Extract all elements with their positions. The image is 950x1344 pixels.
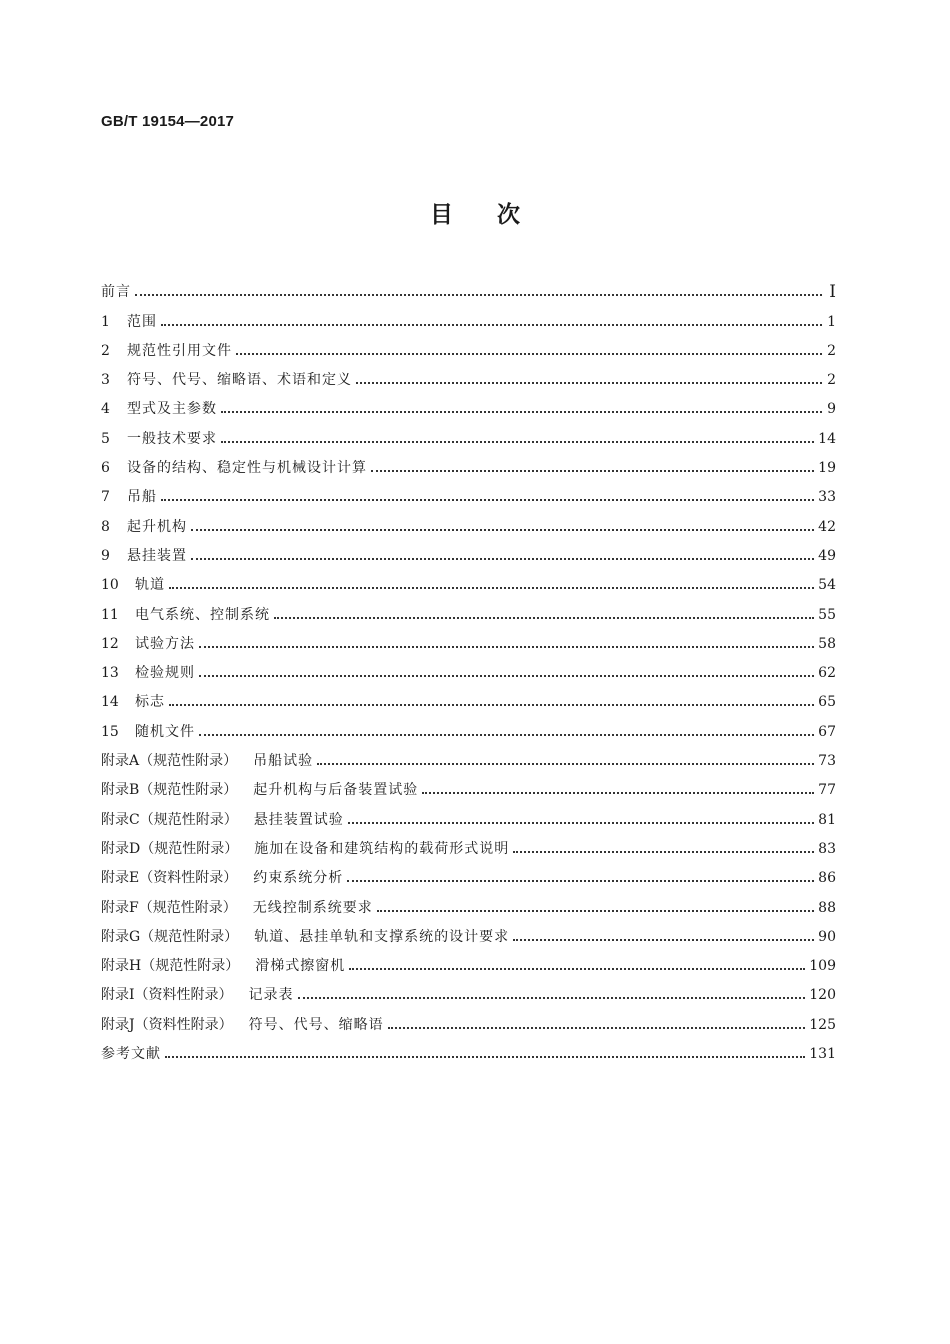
toc-entry-page: 9 xyxy=(827,401,836,418)
toc-entry-number: 10 xyxy=(101,577,119,594)
toc-entry-page: 19 xyxy=(818,460,836,477)
toc-entry-page: 62 xyxy=(818,665,836,682)
toc-entry-number: 15 xyxy=(101,723,119,740)
toc-entry-number: 6 xyxy=(101,460,110,477)
toc-entry-annex[interactable] xyxy=(101,829,836,858)
toc-entry-page: 125 xyxy=(809,1016,836,1033)
dot-leader xyxy=(388,1016,806,1034)
toc-entry-label: 一般技术要求 xyxy=(127,430,217,447)
toc-entry[interactable] xyxy=(101,624,836,653)
toc-entry[interactable] xyxy=(101,711,836,740)
toc-entry-page: 55 xyxy=(818,606,836,623)
toc-entry-label: 电气系统、控制系统 xyxy=(135,606,270,623)
dot-leader xyxy=(513,928,814,946)
toc-entry-page: 73 xyxy=(818,753,836,770)
dot-leader xyxy=(199,635,814,653)
toc-entry-label: 起升机构 xyxy=(127,518,187,535)
toc-entry-number: 8 xyxy=(101,518,110,535)
toc-entry-page: 1 xyxy=(827,313,836,330)
dot-leader xyxy=(161,488,814,506)
toc-entry-label: 无线控制系统要求 xyxy=(252,899,373,916)
toc-entry-page: 67 xyxy=(818,723,836,740)
dot-leader xyxy=(513,840,814,858)
toc-entry-page: 109 xyxy=(809,958,836,975)
toc-entry-number: 附录C（规范性附录） xyxy=(101,811,238,828)
toc-entry-label: 施加在设备和建筑结构的载荷形式说明 xyxy=(254,840,510,857)
dot-leader xyxy=(135,283,822,301)
toc-entry-number: 9 xyxy=(101,547,110,564)
toc-entry-annex[interactable] xyxy=(101,946,836,975)
toc-entry-page: 58 xyxy=(818,635,836,652)
toc-entry-page: 2 xyxy=(827,372,836,389)
toc-entry-label: 悬挂装置 xyxy=(127,547,187,564)
dot-leader xyxy=(221,430,814,448)
toc-entry-label: 约束系统分析 xyxy=(253,870,344,887)
toc-entry-number: 附录F（规范性附录） xyxy=(101,899,237,916)
toc-entry-page: 77 xyxy=(818,782,836,799)
dot-leader xyxy=(191,547,814,565)
dot-leader xyxy=(169,576,814,594)
toc-entry-label: 设备的结构、稳定性与机械设计计算 xyxy=(127,460,367,477)
toc-entry-label: 标志 xyxy=(135,694,165,711)
toc-entry-label: 轨道 xyxy=(135,577,165,594)
toc-entry[interactable] xyxy=(101,448,836,477)
toc-entry[interactable] xyxy=(101,1034,836,1063)
dot-leader xyxy=(199,723,814,741)
toc-entry-number: 附录G（规范性附录） xyxy=(101,928,239,945)
toc-entry-annex[interactable] xyxy=(101,1004,836,1033)
toc-entry-label: 起升机构与后备装置试验 xyxy=(253,782,419,799)
dot-leader xyxy=(348,811,814,829)
dot-leader xyxy=(317,752,814,770)
toc-entry-number: 3 xyxy=(101,372,110,389)
dot-leader xyxy=(274,606,814,624)
toc-entry-annex[interactable] xyxy=(101,887,836,916)
toc-entry-page: 88 xyxy=(818,899,836,916)
toc-entry[interactable] xyxy=(101,272,836,301)
toc-entry-label: 符号、代号、缩略语、术语和定义 xyxy=(127,372,352,389)
toc-entry-number: 13 xyxy=(101,665,119,682)
toc-entry[interactable] xyxy=(101,477,836,506)
toc-entry-annex[interactable] xyxy=(101,799,836,828)
toc-entry[interactable] xyxy=(101,360,836,389)
toc-entry-annex[interactable] xyxy=(101,741,836,770)
dot-leader xyxy=(199,664,814,682)
toc-entry[interactable] xyxy=(101,594,836,623)
toc-entry-label: 轨道、悬挂单轨和支撑系统的设计要求 xyxy=(254,928,510,945)
toc-entry-label: 滑梯式擦窗机 xyxy=(255,958,346,975)
toc-entry-number: 12 xyxy=(101,635,119,652)
toc-entry-annex[interactable] xyxy=(101,858,836,887)
toc-entry-number: 14 xyxy=(101,694,119,711)
dot-leader xyxy=(377,899,814,917)
toc-entry-page: Ⅰ xyxy=(829,282,836,303)
toc-entry-annex[interactable] xyxy=(101,917,836,946)
toc-entry-page: 33 xyxy=(818,489,836,506)
toc-entry-number: 附录I（资料性附录） xyxy=(101,987,233,1004)
dot-leader xyxy=(356,371,822,389)
toc-entry-page: 81 xyxy=(818,811,836,828)
toc-entry-label: 符号、代号、缩略语 xyxy=(248,1016,384,1033)
toc-entry-number: 附录H（规范性附录） xyxy=(101,958,240,975)
toc-entry[interactable] xyxy=(101,301,836,330)
dot-leader xyxy=(347,869,814,887)
toc-entry-number: 附录D（规范性附录） xyxy=(101,840,239,857)
toc-entry-label: 检验规则 xyxy=(135,665,195,682)
toc-entry-number: 5 xyxy=(101,430,110,447)
toc-entry-number: 7 xyxy=(101,489,110,506)
table-of-contents xyxy=(101,272,836,1063)
toc-entry-page: 83 xyxy=(818,840,836,857)
page-title: 目次 xyxy=(430,202,564,228)
toc-entry-label: 规范性引用文件 xyxy=(127,342,232,359)
toc-entry-page: 2 xyxy=(827,342,836,359)
toc-entry[interactable] xyxy=(101,418,836,447)
toc-entry-page: 120 xyxy=(809,987,836,1004)
toc-entry-page: 90 xyxy=(818,928,836,945)
dot-leader xyxy=(371,459,814,477)
toc-entry-label: 范围 xyxy=(127,313,157,330)
toc-entry-number: 4 xyxy=(101,401,110,418)
toc-entry-number: 1 xyxy=(101,313,110,330)
dot-leader xyxy=(236,342,822,360)
toc-entry-annex[interactable] xyxy=(101,975,836,1004)
toc-entry-number: 附录J（资料性附录） xyxy=(101,1016,233,1033)
toc-entry-number: 附录B（规范性附录） xyxy=(101,782,238,799)
toc-entry[interactable] xyxy=(101,389,836,418)
toc-entry[interactable] xyxy=(101,653,836,682)
toc-entry-label: 随机文件 xyxy=(135,723,195,740)
toc-entry[interactable] xyxy=(101,506,836,535)
dot-leader xyxy=(349,957,805,975)
toc-entry-page: 65 xyxy=(818,694,836,711)
toc-entry-label: 型式及主参数 xyxy=(127,401,217,418)
toc-entry-label: 记录表 xyxy=(248,987,294,1004)
dot-leader xyxy=(298,986,806,1004)
dot-leader xyxy=(221,400,822,418)
toc-entry-number: 2 xyxy=(101,342,110,359)
toc-entry-page: 131 xyxy=(809,1046,836,1063)
toc-entry[interactable] xyxy=(101,682,836,711)
dot-leader xyxy=(161,313,822,331)
toc-entry-page: 54 xyxy=(818,577,836,594)
toc-entry[interactable] xyxy=(101,565,836,594)
toc-entry-label: 吊船试验 xyxy=(253,753,314,770)
toc-entry-number: 附录E（资料性附录） xyxy=(101,870,238,887)
dot-leader xyxy=(169,693,814,711)
toc-entry-page: 14 xyxy=(818,430,836,447)
toc-entry[interactable] xyxy=(101,536,836,565)
document-code: GB/T 19154—2017 xyxy=(101,113,235,130)
toc-entry-label: 试验方法 xyxy=(135,635,195,652)
toc-entry-number: 附录A（规范性附录） xyxy=(101,753,238,770)
toc-entry-page: 86 xyxy=(818,870,836,887)
toc-entry-label: 悬挂装置试验 xyxy=(253,811,344,828)
toc-entry-label: 吊船 xyxy=(127,489,157,506)
toc-entry-page: 49 xyxy=(818,547,836,564)
toc-entry-annex[interactable] xyxy=(101,770,836,799)
toc-entry-page: 42 xyxy=(818,518,836,535)
dot-leader xyxy=(191,518,814,536)
toc-entry-number: 11 xyxy=(101,606,119,623)
toc-entry[interactable] xyxy=(101,331,836,360)
dot-leader xyxy=(165,1045,805,1063)
dot-leader xyxy=(422,781,814,799)
toc-entry-label: 前言 xyxy=(101,284,131,301)
toc-entry-label: 参考文献 xyxy=(101,1046,161,1063)
